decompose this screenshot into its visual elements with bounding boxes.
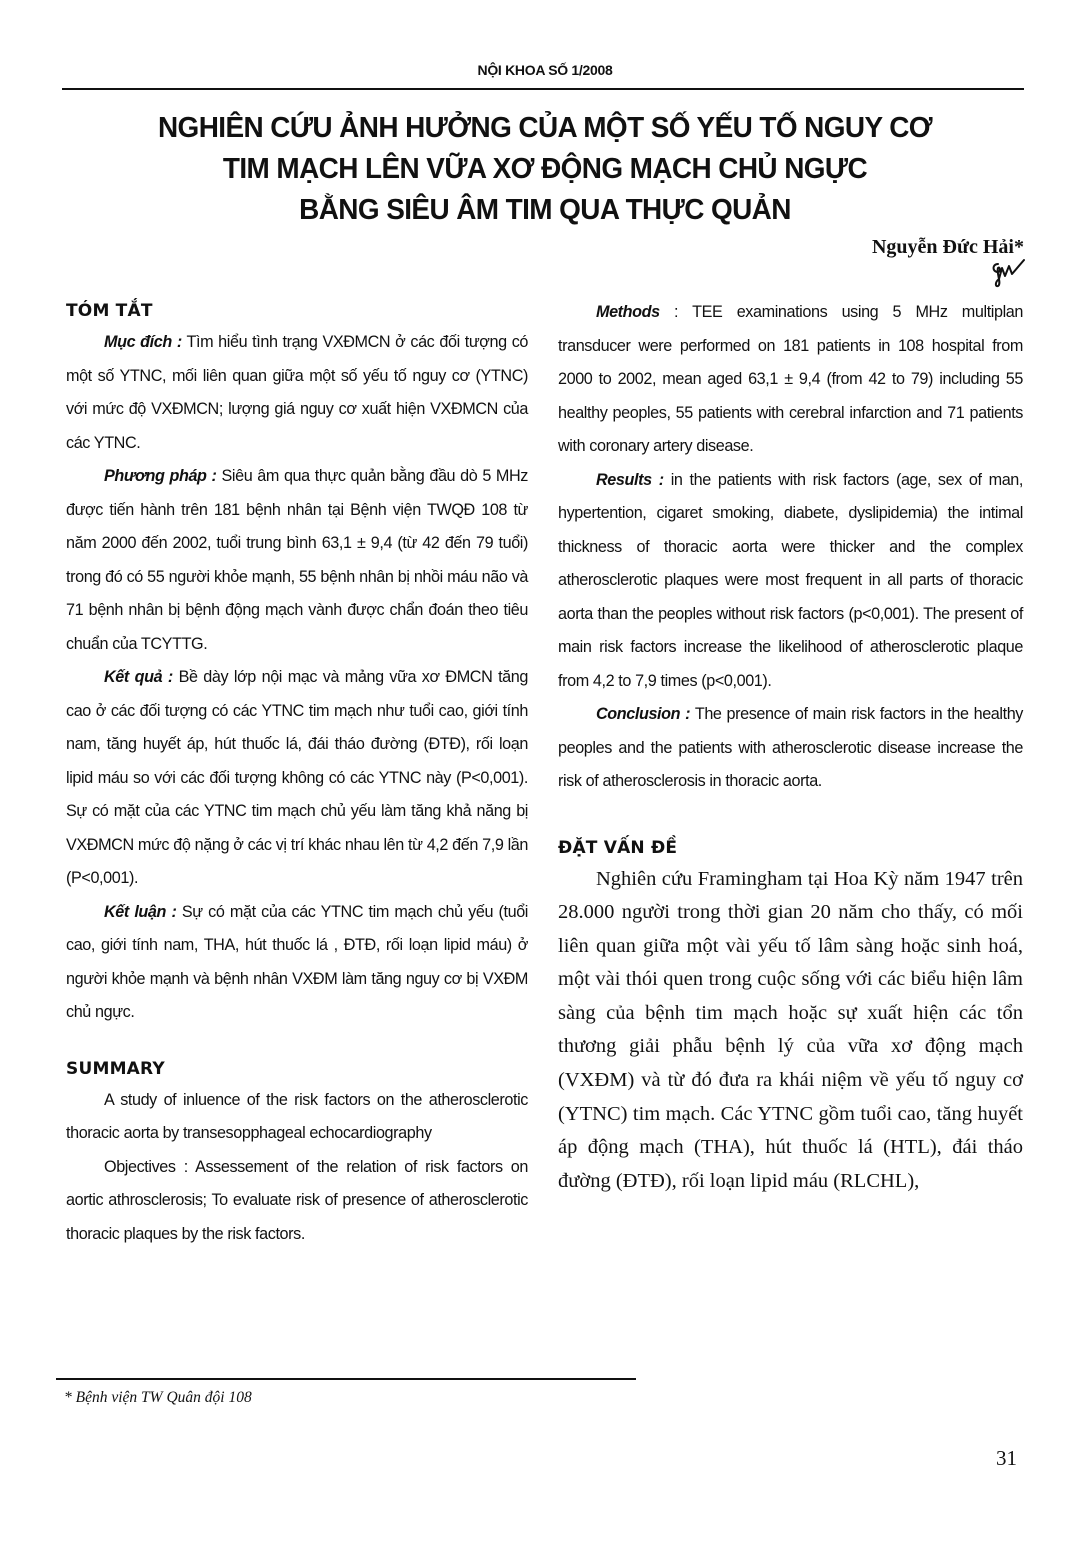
footnote-rule (56, 1378, 636, 1380)
abstract-conclusion (66, 896, 528, 1030)
paragraph-text: Bề dày lớp nội mạc và mảng vữa xơ ĐMCN tăng cao ở các đối tượng có các YTNC tim mạch như tuổi cao, giới tính nam, tăng huyết áp, hút thuốc lá, đái tháo đường (ĐTĐ), rối loạn lipid máu so với các đối tượng không có các YTNC này (P<0,001). Sự có mặt của các YTNC tim mạch chủ yếu làm tăng khả năng bị VXĐMCN mức độ nặng ở các vị trí khác nhau lên từ 4,2 đến 7,9 lần (P<0,001). (66, 668, 528, 887)
summary-conclusion (558, 698, 1023, 799)
header-rule (62, 88, 1024, 90)
paragraph-text: : TEE examinations using 5 MHz multiplan transducer were performed on 181 patients in 108 hospital from 2000 to 2002, mean aged 63,1 ± 9,4 (from 42 to 79) including 55 healthy peoples, 55 patients with cerebral infarction and 71 patients with coronary artery disease. (558, 303, 1023, 455)
summary-results (558, 464, 1023, 699)
title-line: NGHIÊN CỨU ẢNH HƯỞNG CỦA MỘT SỐ YẾU TỐ NGUY CƠ (157, 112, 933, 144)
tom-tat-heading: TÓM TẮT (66, 301, 153, 321)
paragraph-lead: Conclusion : (596, 705, 691, 723)
introduction-paragraph: Nghiên cứu Framingham tại Hoa Kỳ năm 1947 trên 28.000 người trong thời gian 20 năm cho thấy, có mối liên quan giữa một vài yếu tố lâm sàng hoặc sinh hoá, một vài thói quen trong cuộc sống với các biểu hiện lâm sàng của bệnh tim mạch hoặc sự xuất hiện các tổn thương giải phẫu bệnh lý của vữa xơ động mạch (VXĐM) và từ đó đưa ra khái niệm về yếu tố nguy cơ (YTNC) tim mạch. Các YTNC gồm tuổi cao, tăng huyết áp động mạch (THA), hút thuốc lá (HTL), đái tháo đường (ĐTĐ), rối loạn lipid máu (RLCHL), (558, 867, 1023, 1192)
abstract-purpose (66, 326, 528, 460)
paragraph-lead: Kết luận : (104, 902, 177, 921)
paragraph-text: Siêu âm qua thực quản bằng đầu dò 5 MHz được tiến hành trên 181 bệnh nhân tại Bệnh viện TWQĐ 108 từ năm 2000 đến 2002, tuổi trung bình 63,1 ± 9,4 (từ 42 đến 79 tuổi) trong đó có 55 người khỏe mạnh, 55 bệnh nhân bị nhồi máu não và 71 bệnh nhân bị bệnh động mạch vành được chẩn đoán theo tiêu chuẩn của TCYTTG. (66, 467, 528, 653)
author-name: Nguyễn Đức Hải* (871, 236, 1024, 258)
abstract-methods (66, 460, 528, 661)
abstract-results (66, 661, 528, 896)
paragraph-text: The presence of main risk factors in the healthy peoples and the patients with atherosclerotic disease increase the risk of atherosclerosis in thoracic aorta. (558, 705, 1023, 790)
paragraph-lead: Kết quả : (104, 668, 173, 686)
signature-icon (990, 258, 1026, 288)
title-line: TIM MẠCH LÊN VỮA XƠ ĐỘNG MẠCH CHỦ NGỰC (222, 153, 868, 185)
paragraph-text: Sự có mặt của các YTNC tim mạch chủ yếu (tuổi cao, giới tính nam, THA, hút thuốc lá , ĐTĐ, rối loạn lipid máu) ở người khỏe mạnh và bệnh nhân VXĐM làm tăng nguy cơ bị VXĐM chủ ngực. (66, 902, 528, 1021)
title-line: BẰNG SIÊU ÂM TIM QUA THỰC QUẢN (299, 194, 791, 226)
summary-heading: SUMMARY (66, 1058, 165, 1079)
summary-title: A study of inluence of the risk factors on the atherosclerotic thoracic aorta by transesopphageal echocardiography (66, 1090, 528, 1142)
left-column (66, 296, 528, 1251)
paragraph-lead: Results : (596, 470, 664, 489)
dat-van-de-heading: ĐẶT VẤN ĐỀ (558, 837, 678, 858)
paragraph-lead: Phương pháp : (104, 467, 217, 485)
summary-methods (558, 296, 1023, 464)
paragraph-text: in the patients with risk factors (age, sex of man, hypertention, cigaret smoking, diabete, dyslipidemia) the intimal thickness of thoracic aorta were thicker and the complex atherosclerotic plaques were most frequent in all parts of thoracic aorta than the peoples without risk factors (p<0,001). The present of main risk factors increase the likelihood of atherosclerotic plaque from 4,2 to 7,9 times (p<0,001). (558, 470, 1023, 690)
page-number: 31 (996, 1446, 1017, 1470)
article-title (11, 108, 1079, 231)
paragraph-lead: Methods (596, 303, 660, 321)
paragraph-lead: Mục đích : (104, 333, 182, 351)
running-head: NỘI KHOA SỐ 1/2008 (477, 62, 613, 78)
summary-objectives: Objectives : Assessement of the relation of risk factors on aortic athrosclerosis; To evaluate risk of presence of atherosclerotic thoracic plaques by the risk factors. (66, 1157, 528, 1243)
footnote-affiliation: * Bệnh viện TW Quân đội 108 (64, 1389, 252, 1406)
paragraph-text: Tìm hiểu tình trạng VXĐMCN ở các đối tượng có một số YTNC, mối liên quan giữa một số yếu tố nguy cơ (YTNC) với mức độ VXĐMCN; lượng giá nguy cơ xuất hiện VXĐMCN của các YTNC. (66, 333, 528, 452)
right-column (558, 296, 1023, 1198)
